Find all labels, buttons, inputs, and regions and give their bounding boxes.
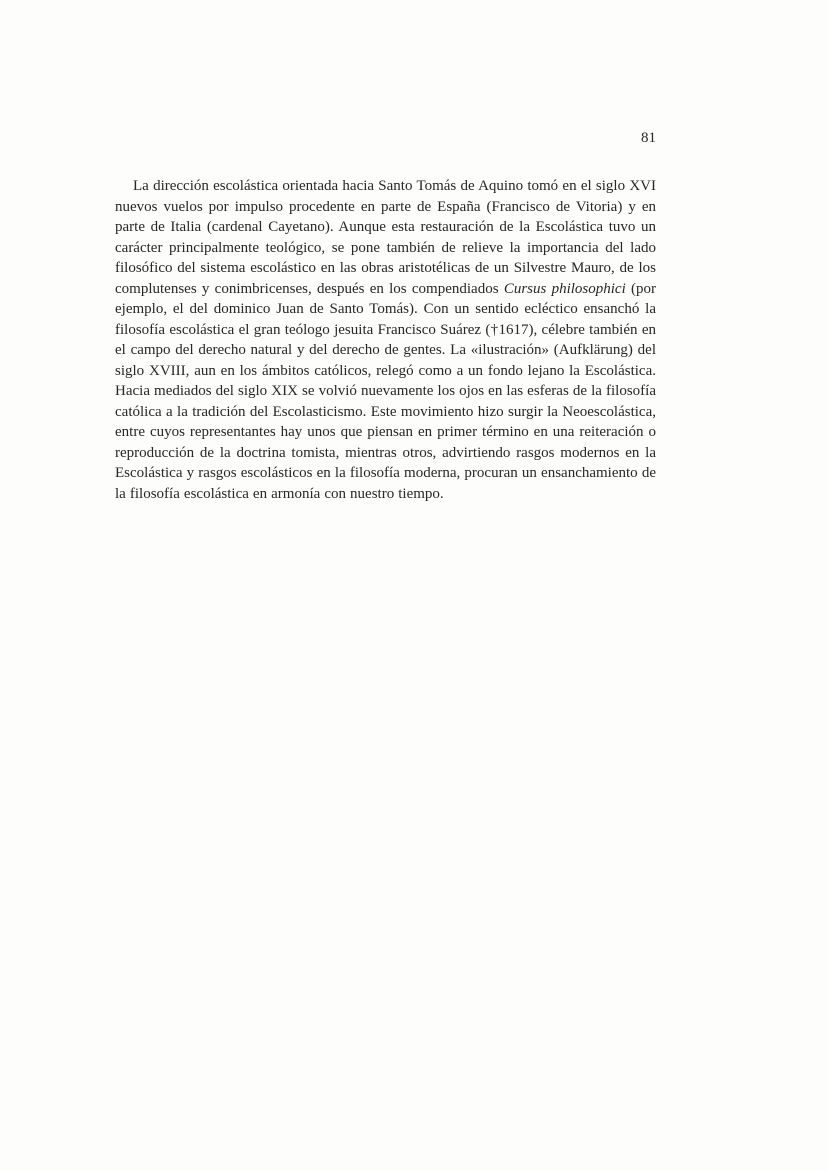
paragraph-part-2: (por ejemplo, el del dominico Juan de Santo Tomás). Con un sentido ecléctico ensanchó la filosofía escolástica el gran teólogo jesuita Francisco Suárez (†1617), célebre también en el campo del derecho natural y del derecho de gentes. La «ilustración» (Aufklärung) del siglo XVIII, aun en los ámbitos católicos, relegó como a un fondo lejano la Escolástica. Hacia mediados del siglo XIX se volvió nuevamente los ojos en las esferas de la filosofía católica a la tradición del Escolasticismo. Este movimiento hizo surgir la Neoescolástica, entre cuyos representantes hay unos que piensan en primer término en una reiteración o reproducción de la doctrina tomista, mientras otros, advirtiendo rasgos modernos en la Escolástica y rasgos escolásticos en la filosofía moderna, procuran un ensanchamiento de la filosofía escolástica en armonía con nuestro tiempo. [115,280,657,502]
italic-phrase-cursus-philosophici: Cursus philosophici [503,280,626,297]
text-block [115,176,656,504]
paragraph-part-1: La dirección escolástica orientada hacia Santo Tomás de Aquino tomó en el siglo XVI nuevos vuelos por impulso procedente en parte de España (Francisco de Vitoria) y en parte de Italia (cardenal Cayetano). Aunque esta restauración de la Escolástica tuvo un carácter principalmente teológico, se pone también de relieve la importancia del lado filosófico del sistema escolástico en las obras aristotélicas de un Silvestre Mauro, de los complutenses y conimbricenses, después en los compendiados [115,178,656,297]
page-number: 81 [641,130,656,146]
body-paragraph [115,176,656,504]
